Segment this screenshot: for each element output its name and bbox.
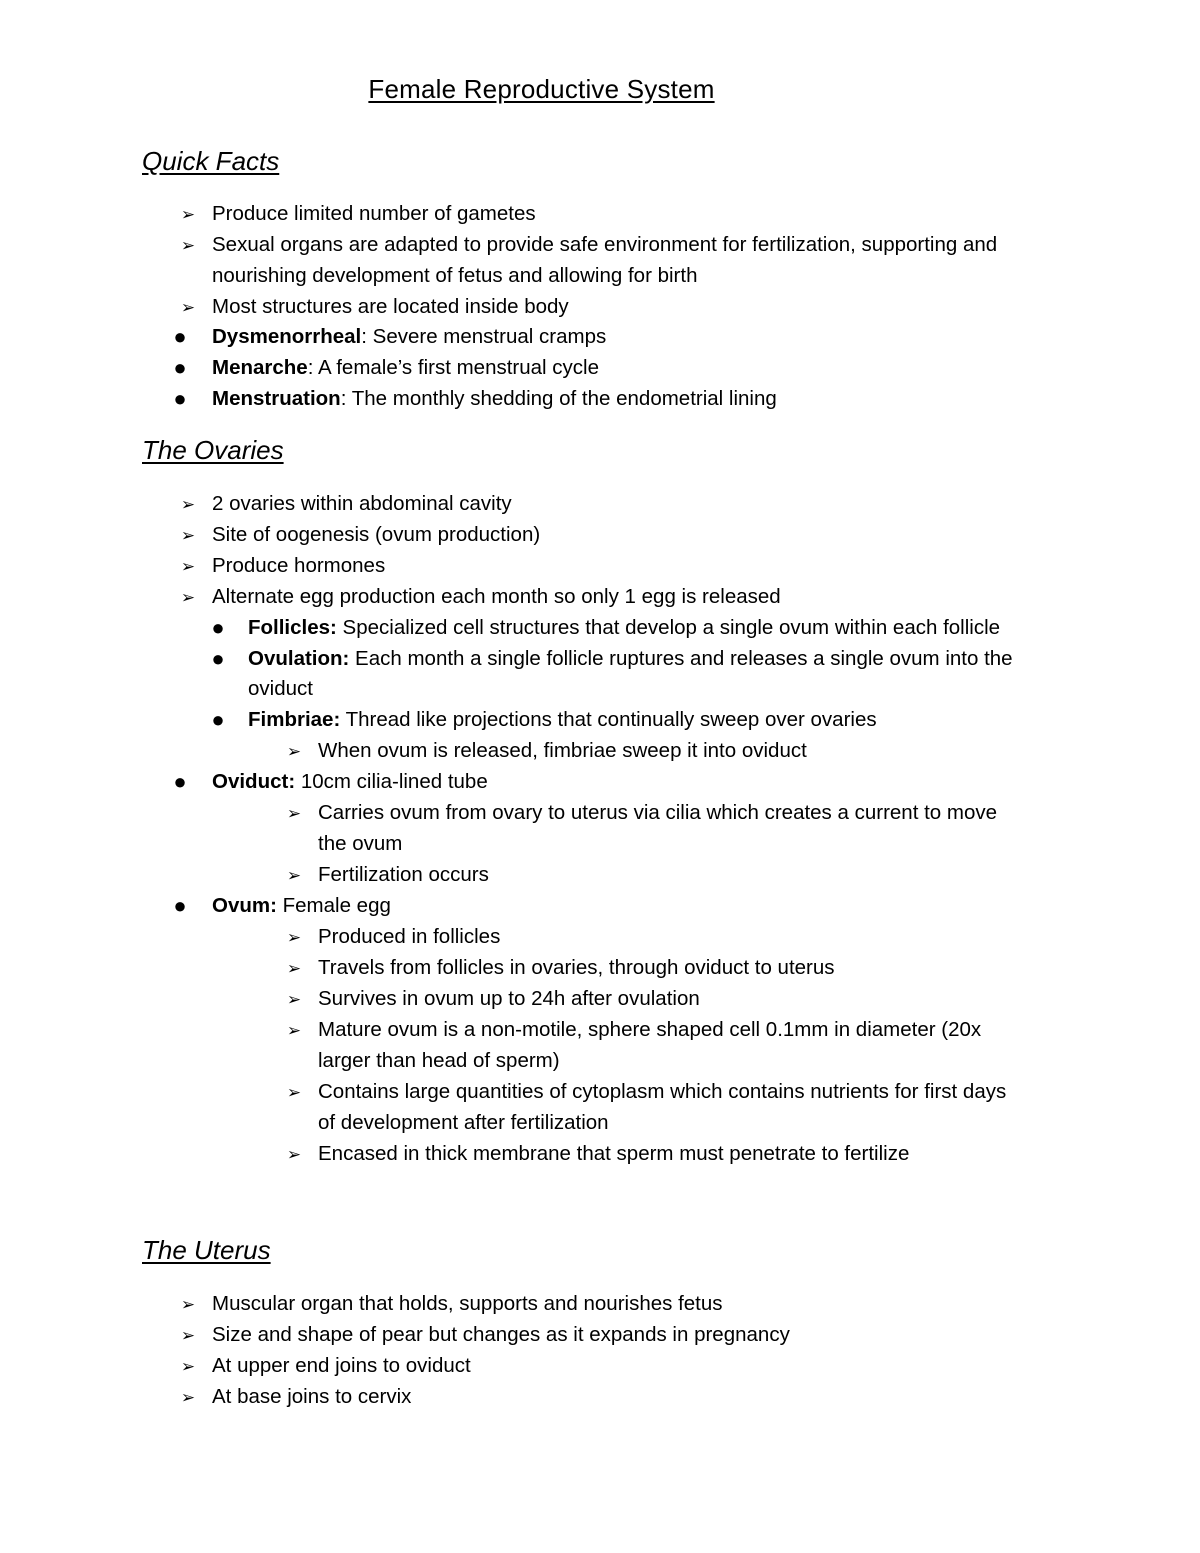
list-item: ➢ 2 ovaries within abdominal cavity [176,488,512,519]
definition-item: ● Dysmenorrheal: Severe menstrual cramps [168,321,606,352]
list-item-continuation: nourishing development of fetus and allowing for birth [212,264,698,287]
arrow-bullet-icon: ➢ [180,588,196,607]
round-bullet-icon: ● [173,386,187,411]
list-item: ➢ Muscular organ that holds, supports and nourishes fetus [176,1288,723,1319]
definition-item: ● Menarche: A female’s first menstrual cycle [168,352,599,383]
list-item-continuation: oviduct [248,677,313,700]
arrow-bullet-icon: ➢ [286,866,302,885]
arrow-bullet-icon: ➢ [180,1357,196,1376]
term: Menstruation [212,387,341,410]
list-item: ➢ Carries ovum from ovary to uterus via cilia which creates a current to move [282,797,997,828]
term: Follicles: [248,616,337,639]
arrow-bullet-icon: ➢ [286,928,302,947]
arrow-bullet-icon: ➢ [180,1295,196,1314]
list-item: ➢ Most structures are located inside body [176,291,569,322]
arrow-bullet-icon: ➢ [286,1021,302,1040]
list-item: ➢ Sexual organs are adapted to provide safe environment for fertilization, supporting and [176,229,997,260]
list-item: ➢ Mature ovum is a non-motile, sphere shaped cell 0.1mm in diameter (20x [282,1014,981,1045]
section-heading-quick-facts: Quick Facts [142,146,280,176]
term: Ovulation: [248,647,350,670]
arrow-bullet-icon: ➢ [286,959,302,978]
section-heading-ovaries: The Ovaries [142,435,284,465]
term: Fimbriae: [248,708,341,731]
list-item-continuation: larger than head of sperm) [318,1049,560,1072]
arrow-bullet-icon: ➢ [180,1388,196,1407]
definition-item-ovum: ● Ovum: Female egg [168,890,391,921]
definition-item: ● Menstruation: The monthly shedding of the endometrial lining [168,383,777,414]
arrow-bullet-icon: ➢ [286,1145,302,1164]
arrow-bullet-icon: ➢ [286,1083,302,1102]
list-item: ➢ Site of oogenesis (ovum production) [176,519,540,550]
list-item: ➢ Fertilization occurs [282,859,489,890]
list-item-continuation: the ovum [318,832,403,855]
section-heading-uterus: The Uterus [142,1235,271,1265]
term: Menarche [212,356,308,379]
round-bullet-icon: ● [173,324,187,349]
list-item: ➢ Size and shape of pear but changes as it expands in pregnancy [176,1319,790,1350]
arrow-bullet-icon: ➢ [180,298,196,317]
page-title: Female Reproductive System [368,74,715,104]
arrow-bullet-icon: ➢ [180,236,196,255]
arrow-bullet-icon: ➢ [286,742,302,761]
arrow-bullet-icon: ➢ [180,205,196,224]
list-item: ➢ At base joins to cervix [176,1381,411,1412]
arrow-bullet-icon: ➢ [180,1326,196,1345]
list-item: ➢ Produced in follicles [282,921,500,952]
round-bullet-icon: ● [211,707,225,732]
round-bullet-icon: ● [211,646,225,671]
list-item: ➢ Produce hormones [176,550,385,581]
round-bullet-icon: ● [173,355,187,380]
term: Ovum: [212,894,277,917]
definition-item-oviduct: ● Oviduct: 10cm cilia-lined tube [168,766,488,797]
term: Oviduct: [212,770,296,793]
list-item: ➢ Survives in ovum up to 24h after ovulation [282,983,700,1014]
list-item: ➢ Alternate egg production each month so only 1 egg is released [176,581,781,612]
list-item-continuation: of development after fertilization [318,1111,609,1134]
list-item: ➢ Travels from follicles in ovaries, through oviduct to uterus [282,952,835,983]
round-bullet-icon: ● [173,769,187,794]
arrow-bullet-icon: ➢ [286,804,302,823]
list-item: ➢ When ovum is released, fimbriae sweep it into oviduct [282,735,807,766]
list-item: ➢ Encased in thick membrane that sperm must penetrate to fertilize [282,1138,909,1169]
arrow-bullet-icon: ➢ [180,495,196,514]
arrow-bullet-icon: ➢ [286,990,302,1009]
arrow-bullet-icon: ➢ [180,526,196,545]
term: Dysmenorrheal [212,325,362,348]
round-bullet-icon: ● [211,615,225,640]
arrow-bullet-icon: ➢ [180,557,196,576]
definition-item-ovulation: ● Ovulation: Each month a single follicle ruptures and releases a single ovum into the [206,643,1013,674]
list-item: ➢ Contains large quantities of cytoplasm which contains nutrients for first days [282,1076,1006,1107]
list-item: ➢ At upper end joins to oviduct [176,1350,471,1381]
definition-item-fimbriae: ● Fimbriae: Thread like projections that continually sweep over ovaries [206,704,877,735]
list-item: ➢ Produce limited number of gametes [176,198,536,229]
definition-item-follicles: ● Follicles: Specialized cell structures that develop a single ovum within each follicle [206,612,1000,643]
round-bullet-icon: ● [173,893,187,918]
